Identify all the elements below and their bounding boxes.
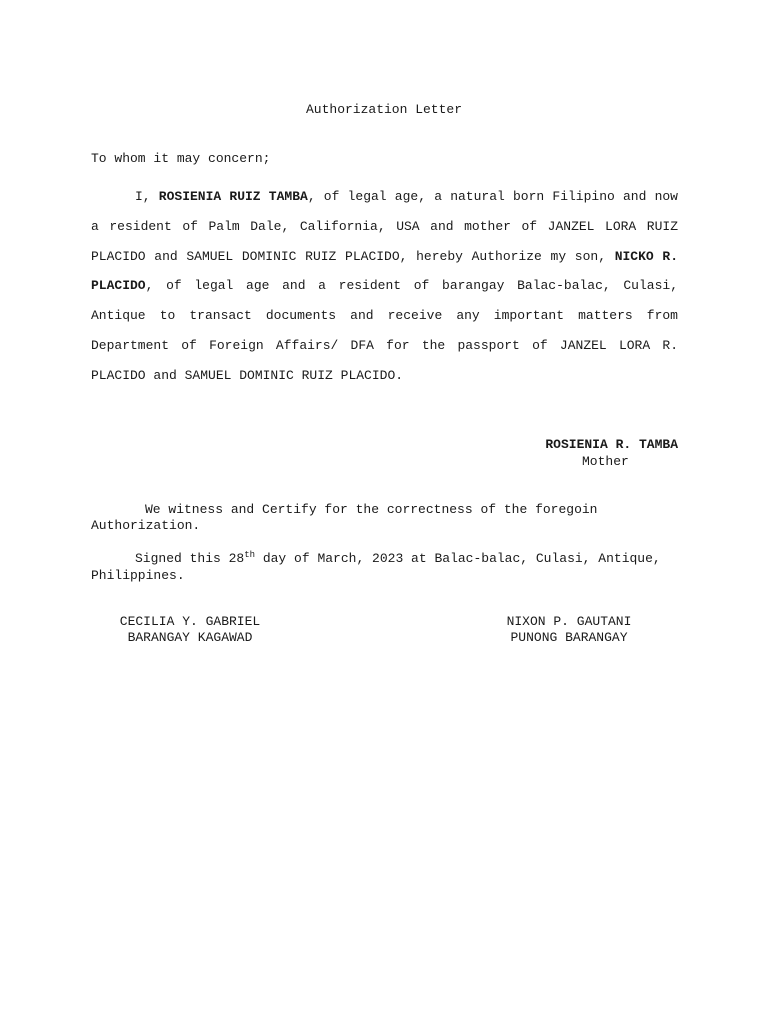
salutation: To whom it may concern;	[91, 151, 271, 166]
paragraph-open-text: I,	[135, 189, 159, 204]
ordinal-suffix: th	[244, 550, 256, 560]
signatory-name: ROSIENIA R. TAMBA	[545, 437, 678, 452]
signatory-role: Mother	[582, 454, 629, 469]
witness-title: PUNONG BARANGAY	[510, 630, 628, 645]
witness-name: CECILIA Y. GABRIEL	[119, 614, 261, 629]
signed-statement	[91, 550, 671, 584]
signed-prefix: Signed this 28	[135, 551, 245, 566]
witness-block-1	[108, 614, 272, 646]
paragraph-middle-text: , of legal age, a natural born Filipino and now a resident of Palm Dale, California, USA and mother of JANZEL LORA RUIZ PLACIDO and SAMUEL DOMINIC RUIZ PLACIDO, hereby Authorize my son,	[91, 189, 678, 264]
witness-block-2	[494, 614, 644, 646]
document-title: Authorization Letter	[305, 102, 463, 117]
witness-statement-text: We witness and Certify for the correctness of the foregoin Authorization.	[91, 502, 598, 533]
grantee-name: NICKO R. PLACIDO	[91, 248, 678, 294]
witness-statement	[91, 502, 671, 533]
paragraph-end-text: , of legal age and a resident of barangay Balac-balac, Culasi, Antique to transact documents and receive any important matters from Department of Foreign Affairs/ DFA for the passport of JANZEL LORA R. PLACIDO and SAMUEL DOMINIC RUIZ PLACIDO.	[91, 278, 678, 383]
authorization-paragraph	[91, 182, 678, 391]
signed-rest: day of March, 2023 at Balac-balac, Culasi, Antique, Philippines.	[91, 551, 661, 583]
witness-title: BARANGAY KAGAWAD	[127, 630, 253, 645]
grantor-name: ROSIENIA RUIZ TAMBA	[158, 189, 308, 204]
witness-name: NIXON P. GAUTANI	[506, 614, 632, 629]
